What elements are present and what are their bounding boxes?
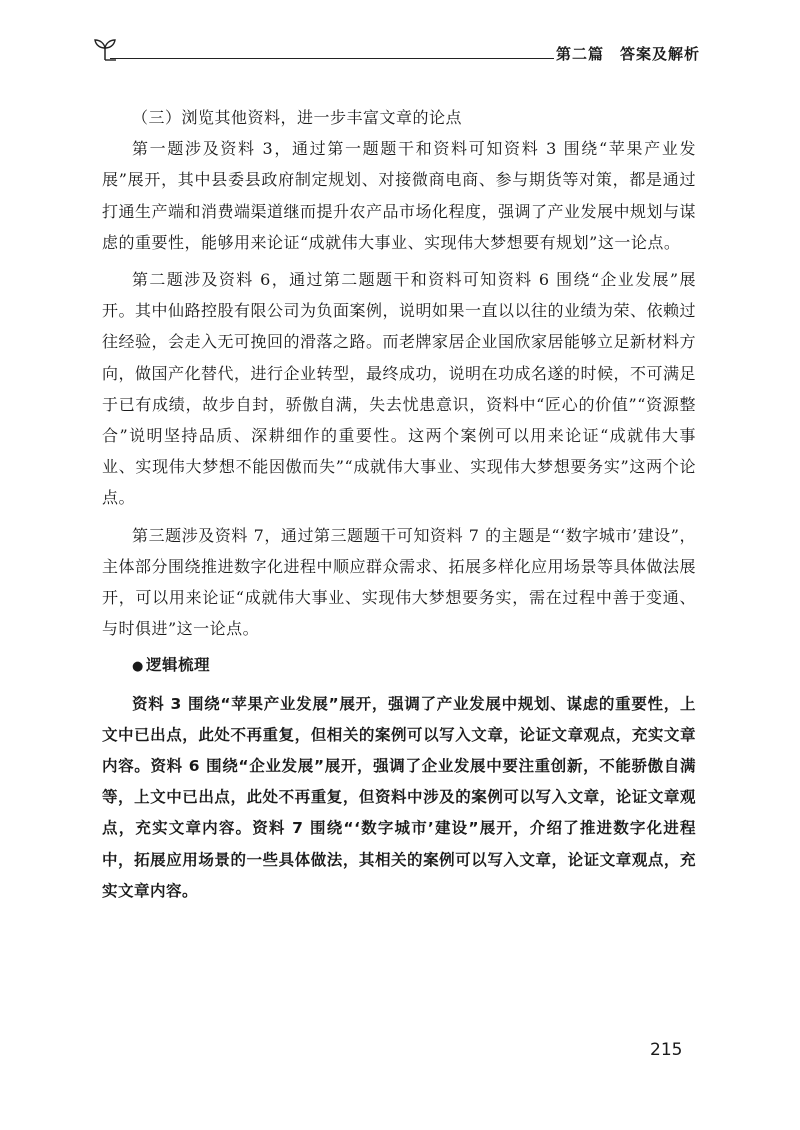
logic-heading: 逻辑梳理 <box>146 656 211 675</box>
page-content <box>102 102 696 907</box>
logic-heading-line <box>102 650 696 682</box>
header-rule <box>110 58 554 59</box>
header-title: 第二篇 答案及解析 <box>555 45 700 63</box>
section-heading: （三）浏览其他资料，进一步丰富文章的论点 <box>132 108 463 127</box>
logic-paragraph: 资料 3 围绕“苹果产业发展”展开，强调了产业发展中规划、谋虑的重要性，上文中已出点，此处不再重复，但相关的案例可以写入文章，论证文章观点，充实文章内容。资料 6 围绕“企业发展”展开，强调了企业发展中要注重创新，不能骄傲自满等，上文中已出点，此处不再重复，但资料中涉及的案例可以写入文章，论证文章观点，充实文章内容。资料 7 围绕“‘数字城市’建设”展开，介绍了推进数字化进程中，拓展应用场景的一些具体做法，其相关的案例可以写入文章，论证文章观点，充实文章内容。 <box>102 694 696 900</box>
bullet-icon: ● <box>132 659 144 675</box>
paragraph-material-3: 第一题涉及资料 3，通过第一题题干和资料可知资料 3 围绕“苹果产业发展”展开，其中县委县政府制定规划、对接微商电商、参与期货等对策，都是通过打通生产端和消费端渠道继而提升农产品市场化程度，强调了产业发展中规划与谋虑的重要性，能够用来论证“成就伟大事业、实现伟大梦想要有规划”这一论点。 <box>102 139 697 252</box>
page-header <box>88 34 700 74</box>
page-number: 215 <box>650 1040 683 1060</box>
paragraph-material-6: 第二题涉及资料 6，通过第二题题干和资料可知资料 6 围绕“企业发展”展开。其中仙路控股有限公司为负面案例，说明如果一直以以往的业绩为荣、依赖过往经验，会走入无可挽回的滑落之路。而老牌家居企业国欣家居能够立足新材料方向，做国产化替代，进行企业转型，最终成功，说明在功成名遂的时候，不可满足于已有成绩，故步自封，骄傲自满，失去忧患意识，资料中“匠心的价值”“资源整合”说明坚持品质、深耕细作的重要性。这两个案例可以用来论证“成就伟大事业、实现伟大梦想不能因傲而失”“成就伟大事业、实现伟大梦想要务实”这两个论点。 <box>102 270 697 508</box>
paragraph-material-7: 第三题涉及资料 7，通过第三题题干可知资料 7 的主题是“‘数字城市’建设”，主体部分围绕推进数字化进程中顺应群众需求、拓展多样化应用场景等具体做法展开，可以用来论证“成就伟大事业、实现伟大梦想要务实，需在过程中善于变通、与时俱进”这一论点。 <box>102 525 697 639</box>
